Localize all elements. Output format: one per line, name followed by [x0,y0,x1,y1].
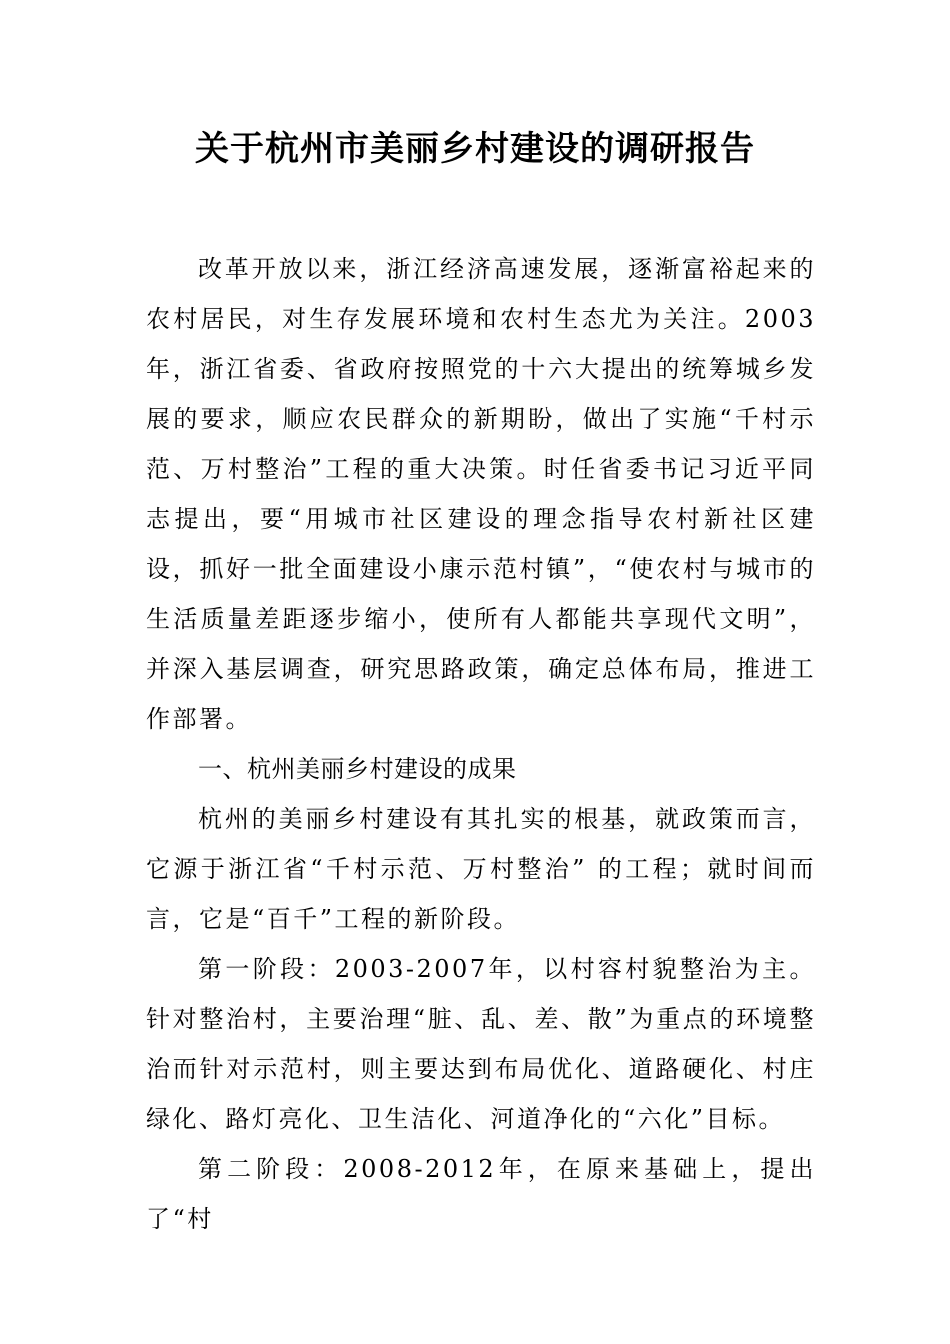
section-heading: 一、杭州美丽乡村建设的成果 [198,755,517,783]
section-paragraph: 第二阶段：2008-2012年，在原来基础上，提出了“村 [146,1155,816,1233]
document-body [146,244,816,1244]
section-paragraph: 第一阶段：2003-2007年，以村容村貌整治为主。针对整治村，主要治理“脏、乱、差、散”为重点的环境整治而针对示范村，则主要达到布局优化、道路硬化、村庄绿化、路灯亮化、卫生洁化、河道净化的“六化”目标。 [146,955,816,1133]
document-title: 关于杭州市美丽乡村建设的调研报告 [195,129,755,169]
intro-paragraph: 改革开放以来，浙江经济高速发展，逐渐富裕起来的农村居民，对生存发展环境和农村生态尤为关注。2003年，浙江省委、省政府按照党的十六大提出的统筹城乡发展的要求，顺应农民群众的新期盼，做出了实施“千村示范、万村整治”工程的重大决策。时任省委书记习近平同志提出，要“用城市社区建设的理念指导农村新社区建设，抓好一批全面建设小康示范村镇”，“使农村与城市的生活质量差距逐步缩小，使所有人都能共享现代文明”，并深入基层调查，研究思路政策，确定总体布局，推进工作部署。 [146,255,816,733]
section-paragraph: 杭州的美丽乡村建设有其扎实的根基，就政策而言，它源于浙江省“千村示范、万村整治” 的工程；就时间而言，它是“百千”工程的新阶段。 [146,805,816,933]
